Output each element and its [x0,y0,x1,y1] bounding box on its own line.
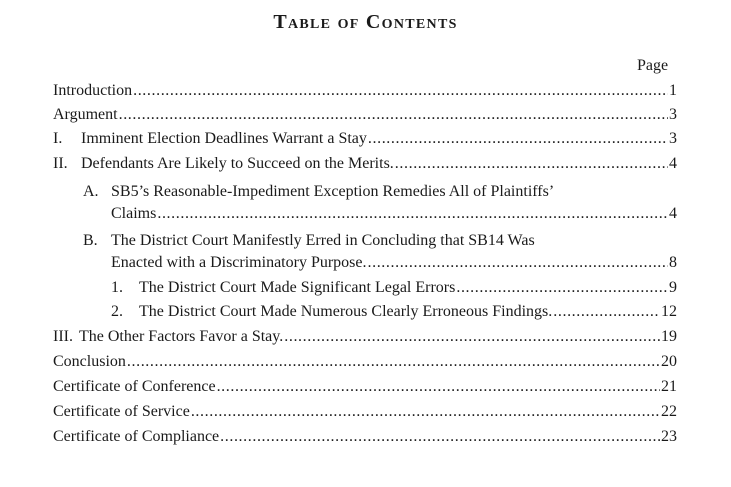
dot-leader [368,252,669,274]
toc-page-number: 20 [661,353,677,370]
toc-entry-number: II. [53,155,68,172]
toc-entry-text: Argument [53,106,118,123]
toc-page-number: 12 [661,303,677,320]
toc-entry-number: III. [53,328,73,345]
dot-leader [133,80,668,102]
dot-leader [284,326,660,348]
toc-page-number: 19 [661,328,677,345]
dot-leader [217,376,660,398]
toc-entry-text: Conclusion [53,353,126,370]
toc-entry-text: The District Court Made Significant Legal Errors [139,279,456,296]
toc-page-number: 21 [661,378,677,395]
dot-leader [191,401,660,423]
toc-entry-number: 1. [111,279,123,296]
toc-entry-text-continued: Claims [111,205,157,222]
toc-entry-number: 2. [111,303,123,320]
toc-entry-number: I. [53,130,63,147]
toc-page-number: 8 [669,254,677,271]
toc-entry-text: Defendants Are Likely to Succeed on the Merits. [81,155,394,172]
toc-entry-subsection-a[interactable] [111,203,677,225]
toc-entry-number: A. [83,183,99,200]
toc-page-number: 1 [669,82,677,99]
toc-page-number: 4 [669,155,677,172]
toc-entry-section-2[interactable] [53,153,677,175]
dot-leader [220,426,660,448]
toc-entry-certificate-of-compliance[interactable] [53,426,677,448]
dot-leader [368,128,668,150]
toc-entry-argument[interactable] [53,104,677,126]
toc-entry-subsubsection-2[interactable] [111,301,677,323]
toc-page-number: 22 [661,403,677,420]
toc-page-number: 9 [669,279,677,296]
toc-page-number: 3 [669,130,677,147]
toc-entry-text: The District Court Made Numerous Clearly Erroneous Findings. [139,303,553,320]
toc-entry-subsection-b[interactable] [111,252,677,274]
toc-page-number: 23 [661,428,677,445]
dot-leader [456,277,668,299]
toc-page-number: 4 [669,205,677,222]
dot-leader [157,203,668,225]
toc-entry-text: Introduction [53,82,133,99]
toc-entry-section-3[interactable] [53,326,677,348]
dot-leader [395,153,668,175]
toc-entry-text: The Other Factors Favor a Stay. [79,328,284,345]
toc-entry-subsubsection-1[interactable] [111,277,677,299]
toc-entry-text: Imminent Election Deadlines Warrant a Stay [81,130,367,147]
toc-entry-text-continued: Enacted with a Discriminatory Purpose. [111,254,367,271]
toc-entry-text: The District Court Manifestly Erred in Concluding that SB14 Was [111,232,535,249]
toc-title: Table of Contents [273,11,458,33]
toc-entry-introduction[interactable] [53,80,677,102]
toc-entry-text: SB5’s Reasonable-Impediment Exception Remedies All of Plaintiffs’ [111,183,555,200]
page-column-label: Page [637,57,669,74]
toc-entry-subsection-a-line1[interactable] [83,181,554,203]
toc-entry-conclusion[interactable] [53,351,677,373]
dot-leader [553,301,660,323]
toc-entry-section-1[interactable] [53,128,677,150]
dot-leader [127,351,660,373]
toc-entry-certificate-of-service[interactable] [53,401,677,423]
toc-entry-text: Certificate of Service [53,403,190,420]
toc-entry-certificate-of-conference[interactable] [53,376,677,398]
toc-entry-number: B. [83,232,98,249]
toc-entry-text: Certificate of Conference [53,378,216,395]
toc-page-number: 3 [669,106,677,123]
toc-entry-subsection-b-line1[interactable] [83,230,535,252]
toc-entry-text: Certificate of Compliance [53,428,220,445]
dot-leader [119,104,668,126]
